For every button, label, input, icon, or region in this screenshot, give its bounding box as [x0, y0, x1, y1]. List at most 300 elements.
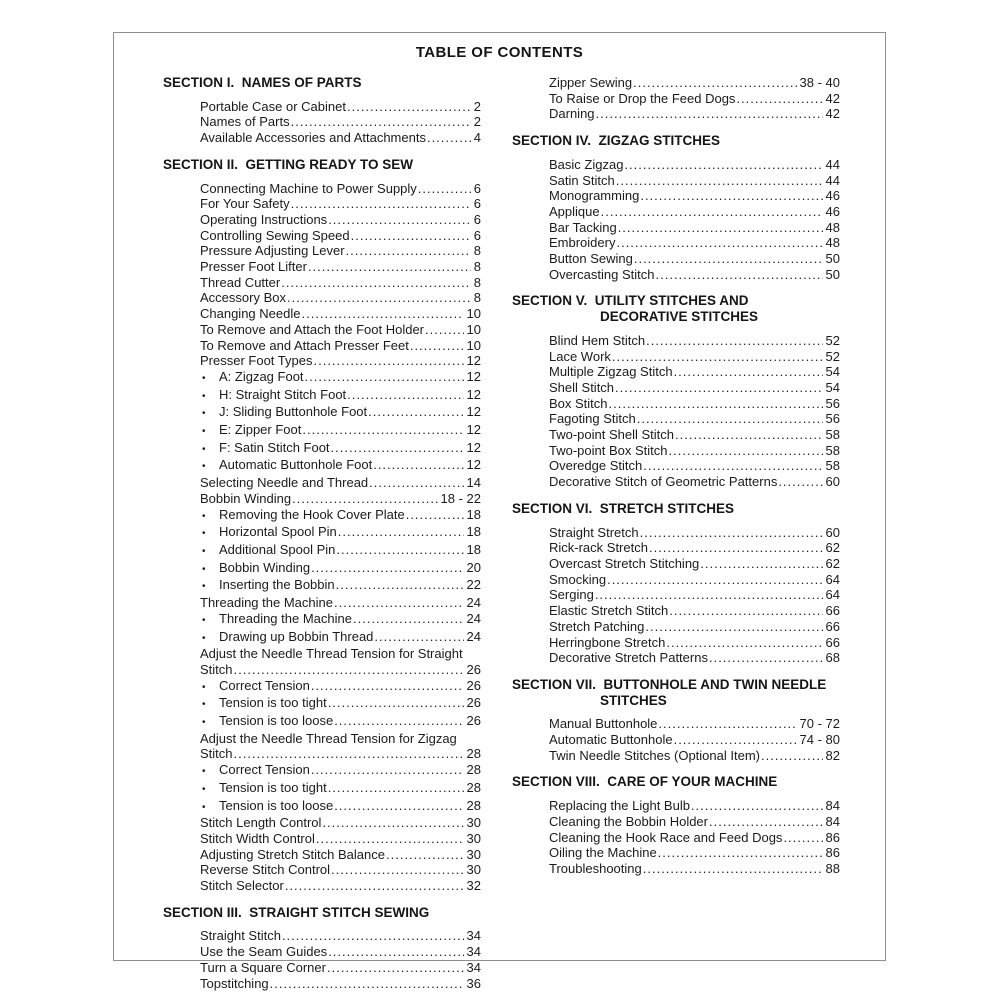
toc-entry — [549, 845, 840, 861]
bullet-icon: • — [202, 717, 206, 729]
toc-entry — [549, 204, 840, 220]
page-number: 58 — [825, 458, 840, 474]
page-number: 28 — [466, 779, 481, 795]
toc-entry — [200, 798, 481, 816]
dot-leader — [658, 845, 823, 861]
toc-entry — [200, 560, 481, 578]
entry-label: Herringbone Stretch — [549, 634, 666, 650]
entry-label: Cleaning the Hook Race and Feed Dogs — [549, 829, 783, 845]
page-number: 66 — [825, 618, 840, 634]
section-heading-line: SECTION VII. BUTTONHOLE AND TWIN NEEDLE — [512, 676, 827, 692]
entry-label: F: Satin Stitch Foot — [219, 439, 330, 455]
page-number: 24 — [466, 628, 481, 644]
toc-entry — [200, 611, 481, 629]
dot-leader — [334, 595, 464, 611]
toc-entry — [200, 862, 481, 878]
section-heading — [512, 293, 840, 324]
dot-leader — [609, 396, 823, 412]
toc-entry — [200, 713, 481, 731]
toc-entry — [549, 587, 840, 603]
dot-leader — [643, 458, 822, 474]
entry-label: Blind Hem Stitch — [549, 332, 646, 348]
entry-label: Decorative Stretch Patterns — [549, 650, 708, 666]
entry-label: Monogramming — [549, 188, 640, 204]
page-number: 66 — [825, 603, 840, 619]
toc-entry — [200, 629, 481, 647]
page-number: 2 — [473, 114, 481, 130]
bullet-icon: • — [202, 563, 206, 575]
dot-leader — [615, 380, 822, 396]
toc-entry — [200, 746, 481, 762]
toc-entry — [549, 364, 840, 380]
page-number: 46 — [825, 203, 840, 219]
dot-leader — [313, 353, 463, 369]
toc-entry — [200, 243, 481, 259]
dot-leader — [643, 861, 823, 877]
page-number: 2 — [473, 98, 481, 114]
page-number: 36 — [466, 975, 481, 991]
page-number: 62 — [825, 555, 840, 571]
dot-leader — [646, 333, 822, 349]
page-number: 12 — [466, 386, 481, 402]
toc-entry — [200, 228, 481, 244]
toc-entry — [200, 338, 481, 354]
dot-leader — [601, 204, 823, 220]
bullet-icon: • — [202, 461, 206, 473]
entry-label: Adjusting Stretch Stitch Balance — [200, 846, 385, 862]
page-number: 12 — [466, 353, 481, 369]
page-frame — [113, 32, 886, 991]
toc-entry — [549, 458, 840, 474]
dot-leader — [353, 611, 464, 627]
toc-entry — [200, 491, 481, 507]
entry-label: Stitch — [200, 746, 233, 762]
toc-entry — [549, 173, 840, 189]
entry-label: Connecting Machine to Power Supply — [200, 180, 417, 196]
page-number: 18 — [466, 506, 481, 522]
dot-leader — [700, 556, 822, 572]
page-number: 4 — [473, 130, 481, 146]
bullet-icon: • — [202, 372, 206, 384]
page-number: 42 — [825, 90, 840, 106]
dot-leader — [374, 629, 463, 645]
dot-leader — [331, 440, 464, 456]
bullet-icon: • — [202, 681, 206, 693]
dot-leader — [709, 814, 823, 830]
page-number: 12 — [466, 422, 481, 438]
page-number: 64 — [825, 587, 840, 603]
dot-leader — [302, 422, 463, 438]
toc-entry — [549, 474, 840, 490]
entry-label: Stitch Selector — [200, 878, 284, 894]
toc-entry — [549, 220, 840, 236]
section-heading — [512, 677, 840, 708]
dot-leader — [305, 369, 464, 385]
dot-leader — [282, 928, 464, 944]
section-heading-line: SECTION II. GETTING READY TO SEW — [163, 156, 414, 172]
page-number: 12 — [466, 457, 481, 473]
page-number: 30 — [466, 862, 481, 878]
toc-entry — [200, 212, 481, 228]
page-number: 32 — [466, 878, 481, 894]
entry-label: Oiling the Machine — [549, 845, 657, 861]
entry-label: Zipper Sewing — [549, 75, 633, 90]
entry-label: H: Straight Stitch Foot — [219, 386, 347, 402]
section-heading-line: DECORATIVE STITCHES — [600, 309, 759, 325]
dot-leader — [618, 220, 823, 236]
bullet-icon: • — [202, 545, 206, 557]
page-number: 64 — [825, 571, 840, 587]
page-number: 10 — [466, 306, 481, 322]
page-number: 18 — [466, 541, 481, 557]
entry-label: Stitch Width Control — [200, 830, 315, 846]
toc-entry — [200, 976, 481, 992]
dot-leader — [640, 525, 823, 541]
toc-entry — [200, 130, 481, 146]
page-title: TABLE OF CONTENTS — [415, 44, 584, 61]
dot-leader — [669, 443, 823, 459]
dot-leader — [616, 173, 823, 189]
entry-label: Elastic Stretch Stitch — [549, 603, 669, 619]
section-heading-line: STITCHES — [600, 692, 667, 708]
entry-label: Correct Tension — [219, 762, 310, 778]
entry-label: Stitch Length Control — [200, 815, 322, 831]
dot-leader — [616, 235, 822, 251]
entry-label: Bobbin Winding — [219, 559, 311, 575]
page-number: 38 - 40 — [799, 75, 840, 90]
entry-label: Automatic Buttonhole — [549, 732, 673, 748]
dot-leader — [234, 746, 464, 762]
dot-leader — [334, 713, 463, 729]
page-number: 50 — [825, 266, 840, 282]
entry-label: J: Sliding Buttonhole Foot — [219, 404, 368, 420]
toc-entry — [549, 349, 840, 365]
entry-label: Serging — [549, 587, 594, 603]
toc-entry — [200, 928, 481, 944]
bullet-icon: • — [202, 766, 206, 778]
entry-label: Overcasting Stitch — [549, 266, 655, 282]
entry-label: Decorative Stitch of Geometric Patterns — [549, 474, 778, 490]
bullet-icon: • — [202, 632, 206, 644]
toc-entry — [200, 422, 481, 440]
entry-label: Satin Stitch — [549, 172, 615, 188]
entry-label: Lace Work — [549, 348, 611, 364]
entry-label: Embroidery — [549, 235, 616, 251]
page-number: 6 — [473, 211, 481, 227]
toc-entry — [200, 322, 481, 338]
entry-label: Multiple Zigzag Stitch — [549, 364, 673, 380]
toc-entry — [200, 369, 481, 387]
dot-leader — [761, 748, 823, 764]
page-number: 66 — [825, 634, 840, 650]
dot-leader — [640, 188, 822, 204]
entry-list — [512, 333, 840, 490]
toc-entry — [200, 306, 481, 322]
toc-entry — [549, 251, 840, 267]
dot-leader — [322, 815, 463, 831]
page-number: 6 — [473, 227, 481, 243]
page-number: 8 — [473, 290, 481, 306]
page-number: 28 — [466, 797, 481, 813]
page-number: 68 — [825, 650, 840, 666]
entry-label: Stretch Patching — [549, 618, 645, 634]
entry-label: Twin Needle Stitches (Optional Item) — [549, 747, 760, 763]
toc-entry — [200, 780, 481, 798]
toc-entry — [549, 427, 840, 443]
entry-label: Tension is too tight — [219, 695, 327, 711]
entry-label: Smocking — [549, 571, 607, 587]
dot-leader — [649, 540, 823, 556]
bullet-icon: • — [202, 390, 206, 402]
page-number: 22 — [466, 577, 481, 593]
page-number: 60 — [825, 474, 840, 490]
dot-leader — [425, 322, 464, 338]
dot-leader — [234, 662, 464, 678]
dot-leader — [637, 411, 823, 427]
dot-leader — [338, 524, 464, 540]
entry-list — [163, 99, 481, 146]
toc-entry — [200, 404, 481, 422]
dot-leader — [418, 181, 471, 197]
page-number: 48 — [825, 219, 840, 235]
page-number: 54 — [825, 379, 840, 395]
toc-entry — [549, 333, 840, 349]
toc-entry — [549, 861, 840, 877]
section-heading-line: SECTION VIII. CARE OF YOUR MACHINE — [512, 774, 778, 790]
page-number: 18 - 22 — [440, 490, 481, 506]
dot-leader — [331, 862, 463, 878]
entry-label: Fagoting Stitch — [549, 411, 636, 427]
toc-entry — [549, 396, 840, 412]
dot-leader — [736, 91, 822, 107]
entry-label: Applique — [549, 203, 600, 219]
toc-entry — [200, 678, 481, 696]
section-heading-line: SECTION VI. STRETCH STITCHES — [512, 500, 735, 516]
dot-leader — [336, 542, 463, 558]
toc-entry — [200, 542, 481, 560]
toc-entry — [200, 181, 481, 197]
dot-leader — [281, 275, 471, 291]
dot-leader — [709, 650, 823, 666]
dot-leader — [291, 114, 471, 130]
entry-label: Portable Case or Cabinet — [200, 98, 346, 114]
dot-leader — [308, 259, 471, 275]
dot-leader — [595, 587, 823, 603]
dot-leader — [368, 404, 463, 420]
toc-entry — [549, 572, 840, 588]
section-heading-line: SECTION III. STRAIGHT STITCH SEWING — [163, 904, 430, 920]
page-number: 44 — [825, 156, 840, 172]
dot-leader — [346, 243, 471, 259]
entry-label: Automatic Buttonhole Foot — [219, 457, 373, 473]
page-number: 28 — [466, 746, 481, 762]
entry-label: Turn a Square Corner — [200, 959, 326, 975]
entry-label: Button Sewing — [549, 251, 633, 267]
dot-leader — [351, 228, 471, 244]
page-number: 30 — [466, 846, 481, 862]
toc-entry — [549, 106, 840, 122]
page-number: 84 — [825, 813, 840, 829]
page-number: 86 — [825, 829, 840, 845]
entry-label: Pressure Adjusting Lever — [200, 243, 345, 259]
entry-label: To Raise or Drop the Feed Dogs — [549, 90, 736, 106]
entry-label: Overedge Stitch — [549, 458, 643, 474]
toc-entry — [200, 114, 481, 130]
dot-leader — [596, 106, 823, 122]
dot-leader — [292, 491, 437, 507]
toc-entry — [549, 525, 840, 541]
entry-label: Available Accessories and Attachments — [200, 130, 426, 146]
entry-label: Two-point Shell Stitch — [549, 427, 675, 443]
toc-entry — [549, 635, 840, 651]
dot-leader — [327, 960, 464, 976]
page-number: 82 — [825, 747, 840, 763]
page-number: 8 — [473, 259, 481, 275]
entry-list — [512, 75, 840, 122]
page-number: 10 — [466, 337, 481, 353]
page-number: 26 — [466, 677, 481, 693]
page-number: 28 — [466, 762, 481, 778]
toc-entry — [200, 387, 481, 405]
entry-label: Accessory Box — [200, 290, 286, 306]
bullet-icon: • — [202, 614, 206, 626]
page-number: 24 — [466, 595, 481, 611]
toc-entry — [549, 619, 840, 635]
page-number: 34 — [466, 944, 481, 960]
page-number: 6 — [473, 196, 481, 212]
page-number: 44 — [825, 172, 840, 188]
entry-label: Correct Tension — [219, 677, 310, 693]
column-left — [163, 75, 481, 991]
dot-leader — [675, 427, 823, 443]
page-number: 56 — [825, 395, 840, 411]
toc-entry — [200, 815, 481, 831]
dot-leader — [270, 976, 464, 992]
entry-label: Threading the Machine — [200, 595, 333, 611]
dot-leader — [607, 572, 822, 588]
dot-leader — [386, 847, 464, 863]
page-number: 12 — [466, 439, 481, 455]
toc-entry — [549, 716, 840, 732]
entry-list — [512, 525, 840, 666]
toc-entry — [200, 196, 481, 212]
entry-label: Darning — [549, 106, 595, 122]
page-number: 84 — [825, 798, 840, 814]
entry-label: Tension is too tight — [219, 779, 327, 795]
bullet-icon: • — [202, 581, 206, 593]
dot-leader — [328, 695, 464, 711]
dot-leader — [373, 457, 463, 473]
dot-leader — [328, 780, 464, 796]
page-number: 24 — [466, 610, 481, 626]
toc-entry — [549, 540, 840, 556]
toc-entry — [200, 944, 481, 960]
toc-entry — [200, 878, 481, 894]
dot-leader — [674, 364, 823, 380]
page-number: 12 — [466, 404, 481, 420]
bullet-icon: • — [202, 801, 206, 813]
page-number: 30 — [466, 830, 481, 846]
dot-leader — [287, 290, 471, 306]
toc-entry — [200, 662, 481, 678]
dot-leader — [369, 475, 463, 491]
toc-entry — [200, 831, 481, 847]
entry-label: Straight Stitch — [200, 928, 281, 944]
toc-entry — [200, 353, 481, 369]
page-number: 34 — [466, 928, 481, 944]
entry-list — [512, 798, 840, 877]
section-heading — [163, 905, 481, 921]
entry-label: Threading the Machine — [219, 610, 352, 626]
entry-label: For Your Safety — [200, 196, 290, 212]
dot-leader — [328, 944, 463, 960]
entry-label: Controlling Sewing Speed — [200, 227, 350, 243]
entry-label: Additional Spool Pin — [219, 541, 336, 557]
dot-leader — [624, 157, 822, 173]
dot-leader — [645, 619, 822, 635]
toc-entry — [549, 267, 840, 283]
entry-label: Replacing the Light Bulb — [549, 798, 690, 814]
toc-entry — [200, 475, 481, 491]
entry-label: Inserting the Bobbin — [219, 577, 335, 593]
page-number: 20 — [466, 559, 481, 575]
entry-label: Overcast Stretch Stitching — [549, 555, 700, 571]
entry-label: Basic Zigzag — [549, 156, 624, 172]
entry-list — [512, 157, 840, 283]
entry-label: Presser Foot Lifter — [200, 259, 307, 275]
dot-leader — [658, 716, 796, 732]
entry-list — [163, 928, 481, 991]
toc-entry — [549, 91, 840, 107]
page-number: 52 — [825, 348, 840, 364]
dot-leader — [691, 798, 823, 814]
toc-entry — [200, 577, 481, 595]
bullet-icon: • — [202, 783, 206, 795]
page-number: 26 — [466, 695, 481, 711]
toc-entry — [200, 440, 481, 458]
toc-entry — [549, 380, 840, 396]
toc-entry — [200, 731, 481, 747]
dot-leader — [334, 798, 463, 814]
entry-label: To Remove and Attach the Foot Holder — [200, 321, 425, 337]
toc-entry — [200, 259, 481, 275]
entry-label: Use the Seam Guides — [200, 944, 328, 960]
page-number: 26 — [466, 713, 481, 729]
page-number: 50 — [825, 251, 840, 267]
dot-leader — [656, 267, 823, 283]
section-heading-line: SECTION IV. ZIGZAG STITCHES — [512, 133, 721, 149]
bullet-icon: • — [202, 426, 206, 438]
entry-label: Two-point Box Stitch — [549, 442, 668, 458]
dot-leader — [669, 603, 822, 619]
entry-list — [163, 181, 481, 894]
page-number: 8 — [473, 243, 481, 259]
dot-leader — [347, 387, 463, 403]
toc-entry — [549, 732, 840, 748]
dot-leader — [633, 75, 796, 91]
entry-label: Removing the Hook Cover Plate — [219, 506, 405, 522]
toc-entry — [200, 960, 481, 976]
entry-label: Names of Parts — [200, 114, 290, 130]
toc-entry — [200, 290, 481, 306]
entry-label: Box Stitch — [549, 395, 608, 411]
page-number: 56 — [825, 411, 840, 427]
entry-list — [512, 716, 840, 763]
page-number: 34 — [466, 959, 481, 975]
entry-label: A: Zigzag Foot — [219, 368, 304, 384]
page-number: 14 — [466, 475, 481, 491]
dot-leader — [783, 830, 822, 846]
